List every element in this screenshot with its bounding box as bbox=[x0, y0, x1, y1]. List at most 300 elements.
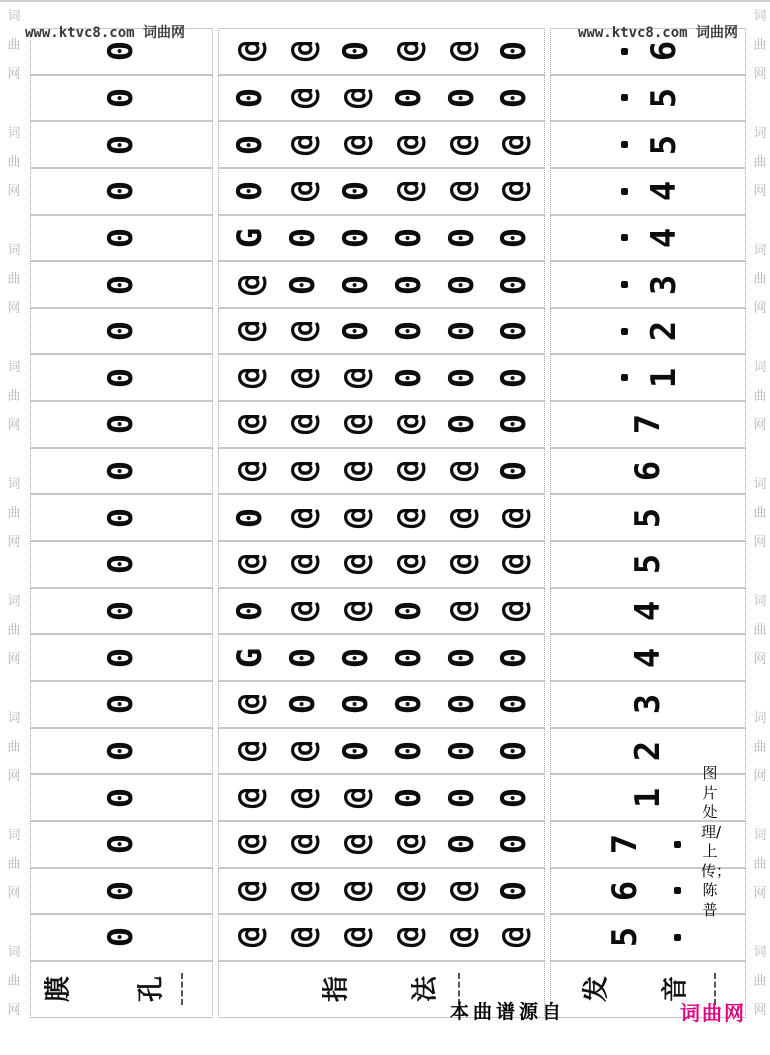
chart-row bbox=[30, 681, 746, 728]
side-watermark-char: 网 bbox=[7, 301, 21, 316]
side-watermark-char: 词 bbox=[7, 360, 21, 375]
header-note-char-2: 音 bbox=[660, 976, 691, 1003]
note-digit: 7 bbox=[605, 833, 646, 855]
closed-hole-symbol: @ bbox=[441, 41, 482, 62]
side-watermark-char: 曲 bbox=[7, 155, 21, 170]
note-digit: 2 bbox=[644, 320, 685, 342]
open-hole-symbol: 0 bbox=[441, 787, 482, 808]
side-watermark-char: 曲 bbox=[753, 155, 767, 170]
side-watermark-char: 词 bbox=[753, 711, 767, 726]
closed-hole-symbol: @ bbox=[441, 180, 482, 202]
note-cell bbox=[550, 681, 746, 728]
chart-row bbox=[30, 774, 746, 821]
chart-row bbox=[30, 121, 746, 168]
chart-row bbox=[30, 448, 746, 495]
membrane-hole-cell bbox=[30, 215, 213, 262]
open-hole-symbol: 0 bbox=[494, 880, 535, 902]
membrane-hole-symbol: 0 bbox=[101, 507, 142, 528]
side-watermark-char: 网 bbox=[7, 67, 21, 82]
side-watermark-char: 词 bbox=[753, 126, 767, 141]
side-watermark-char: 网 bbox=[753, 652, 767, 667]
side-watermark-group bbox=[7, 119, 20, 206]
note-digit: 4 bbox=[644, 180, 685, 202]
closed-hole-symbol: @ bbox=[230, 554, 271, 575]
open-hole-symbol: 0 bbox=[494, 274, 535, 295]
octave-dot-low bbox=[674, 934, 681, 941]
closed-hole-symbol: @ bbox=[388, 554, 429, 575]
membrane-hole-cell bbox=[30, 448, 213, 495]
membrane-hole-symbol: 0 bbox=[101, 180, 142, 202]
fingering-cell bbox=[218, 448, 545, 495]
note-digit: 4 bbox=[644, 227, 685, 249]
side-watermark-group bbox=[753, 353, 766, 440]
side-watermark-char: 网 bbox=[7, 652, 21, 667]
closed-hole-symbol: @ bbox=[336, 414, 377, 435]
open-hole-symbol: 0 bbox=[388, 787, 429, 808]
open-hole-symbol: 0 bbox=[494, 227, 535, 249]
fingering-cell bbox=[218, 821, 545, 868]
open-hole-symbol: 0 bbox=[441, 320, 482, 342]
membrane-hole-cell bbox=[30, 914, 213, 961]
open-hole-symbol: 0 bbox=[494, 694, 535, 715]
chart-rows bbox=[30, 28, 746, 961]
chart-row bbox=[30, 494, 746, 541]
membrane-hole-cell bbox=[30, 354, 213, 401]
closed-hole-symbol: @ bbox=[283, 740, 324, 762]
side-watermark-char: 曲 bbox=[753, 389, 767, 404]
closed-hole-symbol: @ bbox=[283, 367, 324, 389]
open-hole-symbol: 0 bbox=[336, 227, 377, 249]
fingering-cell bbox=[218, 28, 545, 75]
side-watermark-char: 词 bbox=[753, 243, 767, 258]
side-watermark-char: 网 bbox=[7, 535, 21, 550]
fingering-cell bbox=[218, 494, 545, 541]
fingering-cell bbox=[218, 75, 545, 122]
membrane-hole-cell bbox=[30, 121, 213, 168]
note-digit: 3 bbox=[627, 694, 668, 715]
closed-hole-symbol: @ bbox=[441, 554, 482, 575]
octave-dot-high bbox=[621, 234, 628, 241]
chart-row bbox=[30, 215, 746, 262]
membrane-hole-cell bbox=[30, 75, 213, 122]
fingering-cell bbox=[218, 308, 545, 355]
closed-hole-symbol: @ bbox=[494, 927, 535, 948]
membrane-hole-symbol: 0 bbox=[101, 460, 142, 482]
side-watermark-char: 词 bbox=[7, 594, 21, 609]
closed-hole-symbol: @ bbox=[494, 554, 535, 575]
open-hole-symbol: 0 bbox=[441, 87, 482, 109]
open-hole-symbol: 0 bbox=[494, 740, 535, 762]
closed-hole-symbol: @ bbox=[283, 833, 324, 855]
closed-hole-symbol: @ bbox=[441, 600, 482, 622]
note-digit: 7 bbox=[627, 414, 668, 435]
closed-hole-symbol: @ bbox=[230, 833, 271, 855]
closed-hole-symbol: @ bbox=[441, 134, 482, 155]
open-hole-symbol: 0 bbox=[230, 180, 271, 202]
closed-hole-symbol: @ bbox=[388, 134, 429, 155]
membrane-hole-cell bbox=[30, 541, 213, 588]
fingering-cell bbox=[218, 728, 545, 775]
octave-dot-low bbox=[674, 887, 681, 894]
open-hole-symbol: 0 bbox=[388, 87, 429, 109]
open-hole-symbol: 0 bbox=[441, 414, 482, 435]
open-hole-symbol: 0 bbox=[388, 367, 429, 389]
header-membrane-char-1: 膜 bbox=[43, 976, 74, 1003]
side-watermark-group bbox=[7, 470, 20, 557]
side-watermark-group bbox=[7, 821, 20, 908]
open-hole-symbol: 0 bbox=[336, 180, 377, 202]
side-watermark-char: 网 bbox=[7, 418, 21, 433]
octave-dot-high bbox=[621, 188, 628, 195]
fingering-cell bbox=[218, 588, 545, 635]
fingering-cell bbox=[218, 774, 545, 821]
side-watermark-char: 曲 bbox=[753, 740, 767, 755]
open-hole-symbol: 0 bbox=[494, 647, 535, 668]
side-watermark-char: 词 bbox=[7, 126, 21, 141]
closed-hole-symbol: @ bbox=[230, 927, 271, 948]
side-watermark-char: 词 bbox=[7, 477, 21, 492]
footer-source-text: 本曲谱源自 bbox=[450, 1001, 566, 1023]
closed-hole-symbol: @ bbox=[283, 414, 324, 435]
fingering-cell bbox=[218, 168, 545, 215]
side-watermark-char: 词 bbox=[7, 243, 21, 258]
open-hole-symbol: 0 bbox=[336, 274, 377, 295]
octave-dot-high bbox=[621, 48, 628, 55]
fingering-cell bbox=[218, 401, 545, 448]
open-hole-symbol: 0 bbox=[494, 367, 535, 389]
closed-hole-symbol: @ bbox=[283, 787, 324, 808]
closed-hole-symbol: @ bbox=[336, 600, 377, 622]
open-hole-symbol: 0 bbox=[441, 227, 482, 249]
membrane-hole-cell bbox=[30, 634, 213, 681]
side-watermark-char: 曲 bbox=[753, 974, 767, 989]
closed-hole-symbol: @ bbox=[388, 414, 429, 435]
membrane-hole-cell bbox=[30, 868, 213, 915]
fingering-cell bbox=[218, 121, 545, 168]
open-hole-symbol: 0 bbox=[441, 274, 482, 295]
side-watermark-char: 词 bbox=[753, 594, 767, 609]
header-fingering-char-2: 法 bbox=[410, 976, 441, 1003]
octave-dot-high bbox=[621, 374, 628, 381]
closed-hole-symbol: @ bbox=[336, 460, 377, 482]
side-watermark-group bbox=[753, 587, 766, 674]
header-fingering-char-1: 指 bbox=[321, 976, 352, 1003]
side-watermark-char: 网 bbox=[753, 184, 767, 199]
footer-brand-text: 词曲网 bbox=[680, 1001, 746, 1025]
note-digit: 6 bbox=[605, 880, 646, 902]
side-watermark-char: 词 bbox=[753, 477, 767, 492]
side-watermark-char: 曲 bbox=[753, 857, 767, 872]
open-hole-symbol: 0 bbox=[230, 87, 271, 109]
flute-fingering-chart bbox=[30, 28, 746, 1018]
closed-hole-symbol: @ bbox=[230, 41, 271, 62]
side-watermark-char: 曲 bbox=[753, 38, 767, 53]
side-watermark-char: 词 bbox=[753, 945, 767, 960]
half-hole-symbol: G bbox=[230, 647, 271, 668]
note-digit: 1 bbox=[627, 787, 668, 808]
open-hole-symbol: 0 bbox=[494, 414, 535, 435]
membrane-hole-cell bbox=[30, 494, 213, 541]
closed-hole-symbol: @ bbox=[336, 833, 377, 855]
chart-row bbox=[30, 168, 746, 215]
membrane-hole-symbol: 0 bbox=[101, 274, 142, 295]
closed-hole-symbol: @ bbox=[336, 87, 377, 109]
open-hole-symbol: 0 bbox=[336, 41, 377, 62]
closed-hole-symbol: @ bbox=[283, 554, 324, 575]
side-watermark-char: 词 bbox=[753, 9, 767, 24]
note-digit: 5 bbox=[644, 134, 685, 155]
note-cell bbox=[550, 168, 746, 215]
note-digit: 4 bbox=[627, 647, 668, 668]
note-cell bbox=[550, 261, 746, 308]
open-hole-symbol: 0 bbox=[494, 87, 535, 109]
side-watermark-char: 曲 bbox=[7, 623, 21, 638]
side-watermark-group bbox=[7, 2, 20, 89]
membrane-hole-symbol: 0 bbox=[101, 134, 142, 155]
side-watermark-group bbox=[7, 353, 20, 440]
closed-hole-symbol: @ bbox=[494, 180, 535, 202]
fingering-cell bbox=[218, 354, 545, 401]
membrane-hole-symbol: 0 bbox=[101, 927, 142, 948]
fingering-cell bbox=[218, 215, 545, 262]
closed-hole-symbol: @ bbox=[441, 880, 482, 902]
open-hole-symbol: 0 bbox=[441, 647, 482, 668]
closed-hole-symbol: @ bbox=[336, 507, 377, 528]
open-hole-symbol: 0 bbox=[283, 274, 324, 295]
uploader-credit-vertical: 图片处理/上传；陈普 bbox=[701, 764, 732, 919]
open-hole-symbol: 0 bbox=[336, 320, 377, 342]
closed-hole-symbol: @ bbox=[388, 927, 429, 948]
note-digit: 6 bbox=[644, 41, 685, 62]
closed-hole-symbol: @ bbox=[283, 134, 324, 155]
closed-hole-symbol: @ bbox=[230, 320, 271, 342]
closed-hole-symbol: @ bbox=[283, 180, 324, 202]
membrane-hole-symbol: 0 bbox=[101, 320, 142, 342]
open-hole-symbol: 0 bbox=[388, 740, 429, 762]
open-hole-symbol: 0 bbox=[388, 320, 429, 342]
side-watermark-char: 曲 bbox=[7, 38, 21, 53]
side-watermark-char: 曲 bbox=[753, 506, 767, 521]
side-watermark-char: 网 bbox=[753, 418, 767, 433]
side-watermark-group bbox=[7, 587, 20, 674]
top-left-watermark: www.ktvc8.com 词曲网 bbox=[25, 25, 186, 41]
side-watermark-group bbox=[753, 704, 766, 791]
note-cell bbox=[550, 541, 746, 588]
closed-hole-symbol: @ bbox=[388, 180, 429, 202]
fingering-cell bbox=[218, 914, 545, 961]
note-digit: 1 bbox=[644, 367, 685, 389]
membrane-hole-cell bbox=[30, 821, 213, 868]
chart-row bbox=[30, 541, 746, 588]
right-side-watermark bbox=[749, 2, 770, 1055]
side-watermark-char: 网 bbox=[7, 769, 21, 784]
open-hole-symbol: 0 bbox=[283, 647, 324, 668]
membrane-hole-symbol: 0 bbox=[101, 600, 142, 622]
chart-row bbox=[30, 868, 746, 915]
note-digit: 5 bbox=[627, 554, 668, 575]
side-watermark-char: 曲 bbox=[7, 272, 21, 287]
closed-hole-symbol: @ bbox=[283, 600, 324, 622]
open-hole-symbol: 0 bbox=[388, 600, 429, 622]
chart-row bbox=[30, 308, 746, 355]
membrane-hole-symbol: 0 bbox=[101, 554, 142, 575]
fingering-cell bbox=[218, 541, 545, 588]
side-watermark-char: 词 bbox=[753, 360, 767, 375]
octave-dot-low bbox=[674, 841, 681, 848]
header-dash-icon bbox=[181, 973, 183, 1005]
note-cell bbox=[550, 354, 746, 401]
closed-hole-symbol: @ bbox=[388, 880, 429, 902]
note-cell bbox=[550, 494, 746, 541]
closed-hole-symbol: @ bbox=[336, 367, 377, 389]
octave-dot-high bbox=[621, 328, 628, 335]
closed-hole-symbol: @ bbox=[283, 460, 324, 482]
chart-header-row bbox=[30, 961, 746, 1018]
note-cell bbox=[550, 914, 746, 961]
note-cell bbox=[550, 215, 746, 262]
open-hole-symbol: 0 bbox=[441, 740, 482, 762]
membrane-hole-cell bbox=[30, 728, 213, 775]
closed-hole-symbol: @ bbox=[230, 740, 271, 762]
note-cell bbox=[550, 588, 746, 635]
side-watermark-group bbox=[753, 470, 766, 557]
note-digit: 4 bbox=[627, 600, 668, 622]
side-watermark-char: 网 bbox=[7, 1003, 21, 1018]
open-hole-symbol: 0 bbox=[388, 227, 429, 249]
side-watermark-char: 网 bbox=[753, 886, 767, 901]
open-hole-symbol: 0 bbox=[336, 694, 377, 715]
side-watermark-char: 网 bbox=[753, 301, 767, 316]
fingering-cell bbox=[218, 681, 545, 728]
side-watermark-char: 词 bbox=[7, 711, 21, 726]
closed-hole-symbol: @ bbox=[336, 927, 377, 948]
side-watermark-group bbox=[753, 938, 766, 1025]
closed-hole-symbol: @ bbox=[336, 134, 377, 155]
side-watermark-char: 曲 bbox=[7, 857, 21, 872]
side-watermark-char: 网 bbox=[7, 886, 21, 901]
membrane-hole-symbol: 0 bbox=[101, 787, 142, 808]
fingering-cell bbox=[218, 261, 545, 308]
header-membrane-cell bbox=[30, 961, 213, 1018]
closed-hole-symbol: @ bbox=[230, 367, 271, 389]
closed-hole-symbol: @ bbox=[336, 880, 377, 902]
fingering-cell bbox=[218, 634, 545, 681]
side-watermark-group bbox=[7, 236, 20, 323]
chart-row bbox=[30, 75, 746, 122]
open-hole-symbol: 0 bbox=[388, 647, 429, 668]
open-hole-symbol: 0 bbox=[441, 833, 482, 855]
note-cell bbox=[550, 308, 746, 355]
side-watermark-char: 网 bbox=[753, 769, 767, 784]
membrane-hole-symbol: 0 bbox=[101, 87, 142, 109]
side-watermark-char: 网 bbox=[7, 184, 21, 199]
open-hole-symbol: 0 bbox=[336, 647, 377, 668]
chart-row bbox=[30, 401, 746, 448]
closed-hole-symbol: @ bbox=[494, 507, 535, 528]
open-hole-symbol: 0 bbox=[283, 227, 324, 249]
side-watermark-char: 词 bbox=[7, 945, 21, 960]
chart-row bbox=[30, 914, 746, 961]
chart-row bbox=[30, 634, 746, 681]
note-digit: 3 bbox=[644, 274, 685, 295]
side-watermark-char: 曲 bbox=[7, 389, 21, 404]
side-watermark-char: 词 bbox=[753, 828, 767, 843]
fingering-cell bbox=[218, 868, 545, 915]
note-cell bbox=[550, 75, 746, 122]
closed-hole-symbol: @ bbox=[388, 41, 429, 62]
membrane-hole-symbol: 0 bbox=[101, 833, 142, 855]
closed-hole-symbol: @ bbox=[283, 87, 324, 109]
note-digit: 5 bbox=[627, 507, 668, 528]
open-hole-symbol: 0 bbox=[388, 694, 429, 715]
side-watermark-char: 曲 bbox=[7, 740, 21, 755]
half-hole-symbol: G bbox=[230, 227, 271, 249]
side-watermark-char: 曲 bbox=[753, 623, 767, 638]
note-cell bbox=[550, 448, 746, 495]
open-hole-symbol: 0 bbox=[230, 134, 271, 155]
closed-hole-symbol: @ bbox=[441, 507, 482, 528]
membrane-hole-symbol: 0 bbox=[101, 694, 142, 715]
side-watermark-group bbox=[753, 236, 766, 323]
note-digit: 6 bbox=[627, 460, 668, 482]
closed-hole-symbol: @ bbox=[283, 880, 324, 902]
octave-dot-high bbox=[621, 141, 628, 148]
side-watermark-char: 词 bbox=[7, 828, 21, 843]
membrane-hole-symbol: 0 bbox=[101, 740, 142, 762]
chart-row bbox=[30, 588, 746, 635]
closed-hole-symbol: @ bbox=[336, 554, 377, 575]
side-watermark-group bbox=[7, 938, 20, 1025]
membrane-hole-cell bbox=[30, 401, 213, 448]
closed-hole-symbol: @ bbox=[494, 134, 535, 155]
closed-hole-symbol: @ bbox=[336, 787, 377, 808]
chart-row bbox=[30, 821, 746, 868]
side-watermark-char: 曲 bbox=[7, 506, 21, 521]
chart-row bbox=[30, 354, 746, 401]
membrane-hole-cell bbox=[30, 308, 213, 355]
page-top-border bbox=[0, 0, 770, 2]
membrane-hole-symbol: 0 bbox=[101, 367, 142, 389]
membrane-hole-cell bbox=[30, 774, 213, 821]
side-watermark-group bbox=[7, 704, 20, 791]
open-hole-symbol: 0 bbox=[494, 787, 535, 808]
open-hole-symbol: 0 bbox=[494, 460, 535, 482]
closed-hole-symbol: @ bbox=[388, 460, 429, 482]
closed-hole-symbol: @ bbox=[283, 41, 324, 62]
open-hole-symbol: 0 bbox=[494, 833, 535, 855]
closed-hole-symbol: @ bbox=[494, 600, 535, 622]
side-watermark-char: 曲 bbox=[7, 974, 21, 989]
closed-hole-symbol: @ bbox=[388, 833, 429, 855]
closed-hole-symbol: @ bbox=[441, 927, 482, 948]
side-watermark-char: 网 bbox=[753, 67, 767, 82]
side-watermark-group bbox=[753, 2, 766, 89]
chart-row bbox=[30, 728, 746, 775]
octave-dot-high bbox=[621, 281, 628, 288]
closed-hole-symbol: @ bbox=[230, 274, 271, 295]
open-hole-symbol: 0 bbox=[494, 320, 535, 342]
header-membrane-char-2: 孔 bbox=[136, 976, 167, 1003]
note-digit: 5 bbox=[644, 87, 685, 109]
membrane-hole-symbol: 0 bbox=[101, 880, 142, 902]
side-watermark-char: 曲 bbox=[753, 272, 767, 287]
side-watermark-group bbox=[753, 119, 766, 206]
side-watermark-group bbox=[753, 821, 766, 908]
closed-hole-symbol: @ bbox=[230, 460, 271, 482]
side-watermark-char: 网 bbox=[753, 1003, 767, 1018]
closed-hole-symbol: @ bbox=[283, 507, 324, 528]
side-watermark-char: 词 bbox=[7, 9, 21, 24]
